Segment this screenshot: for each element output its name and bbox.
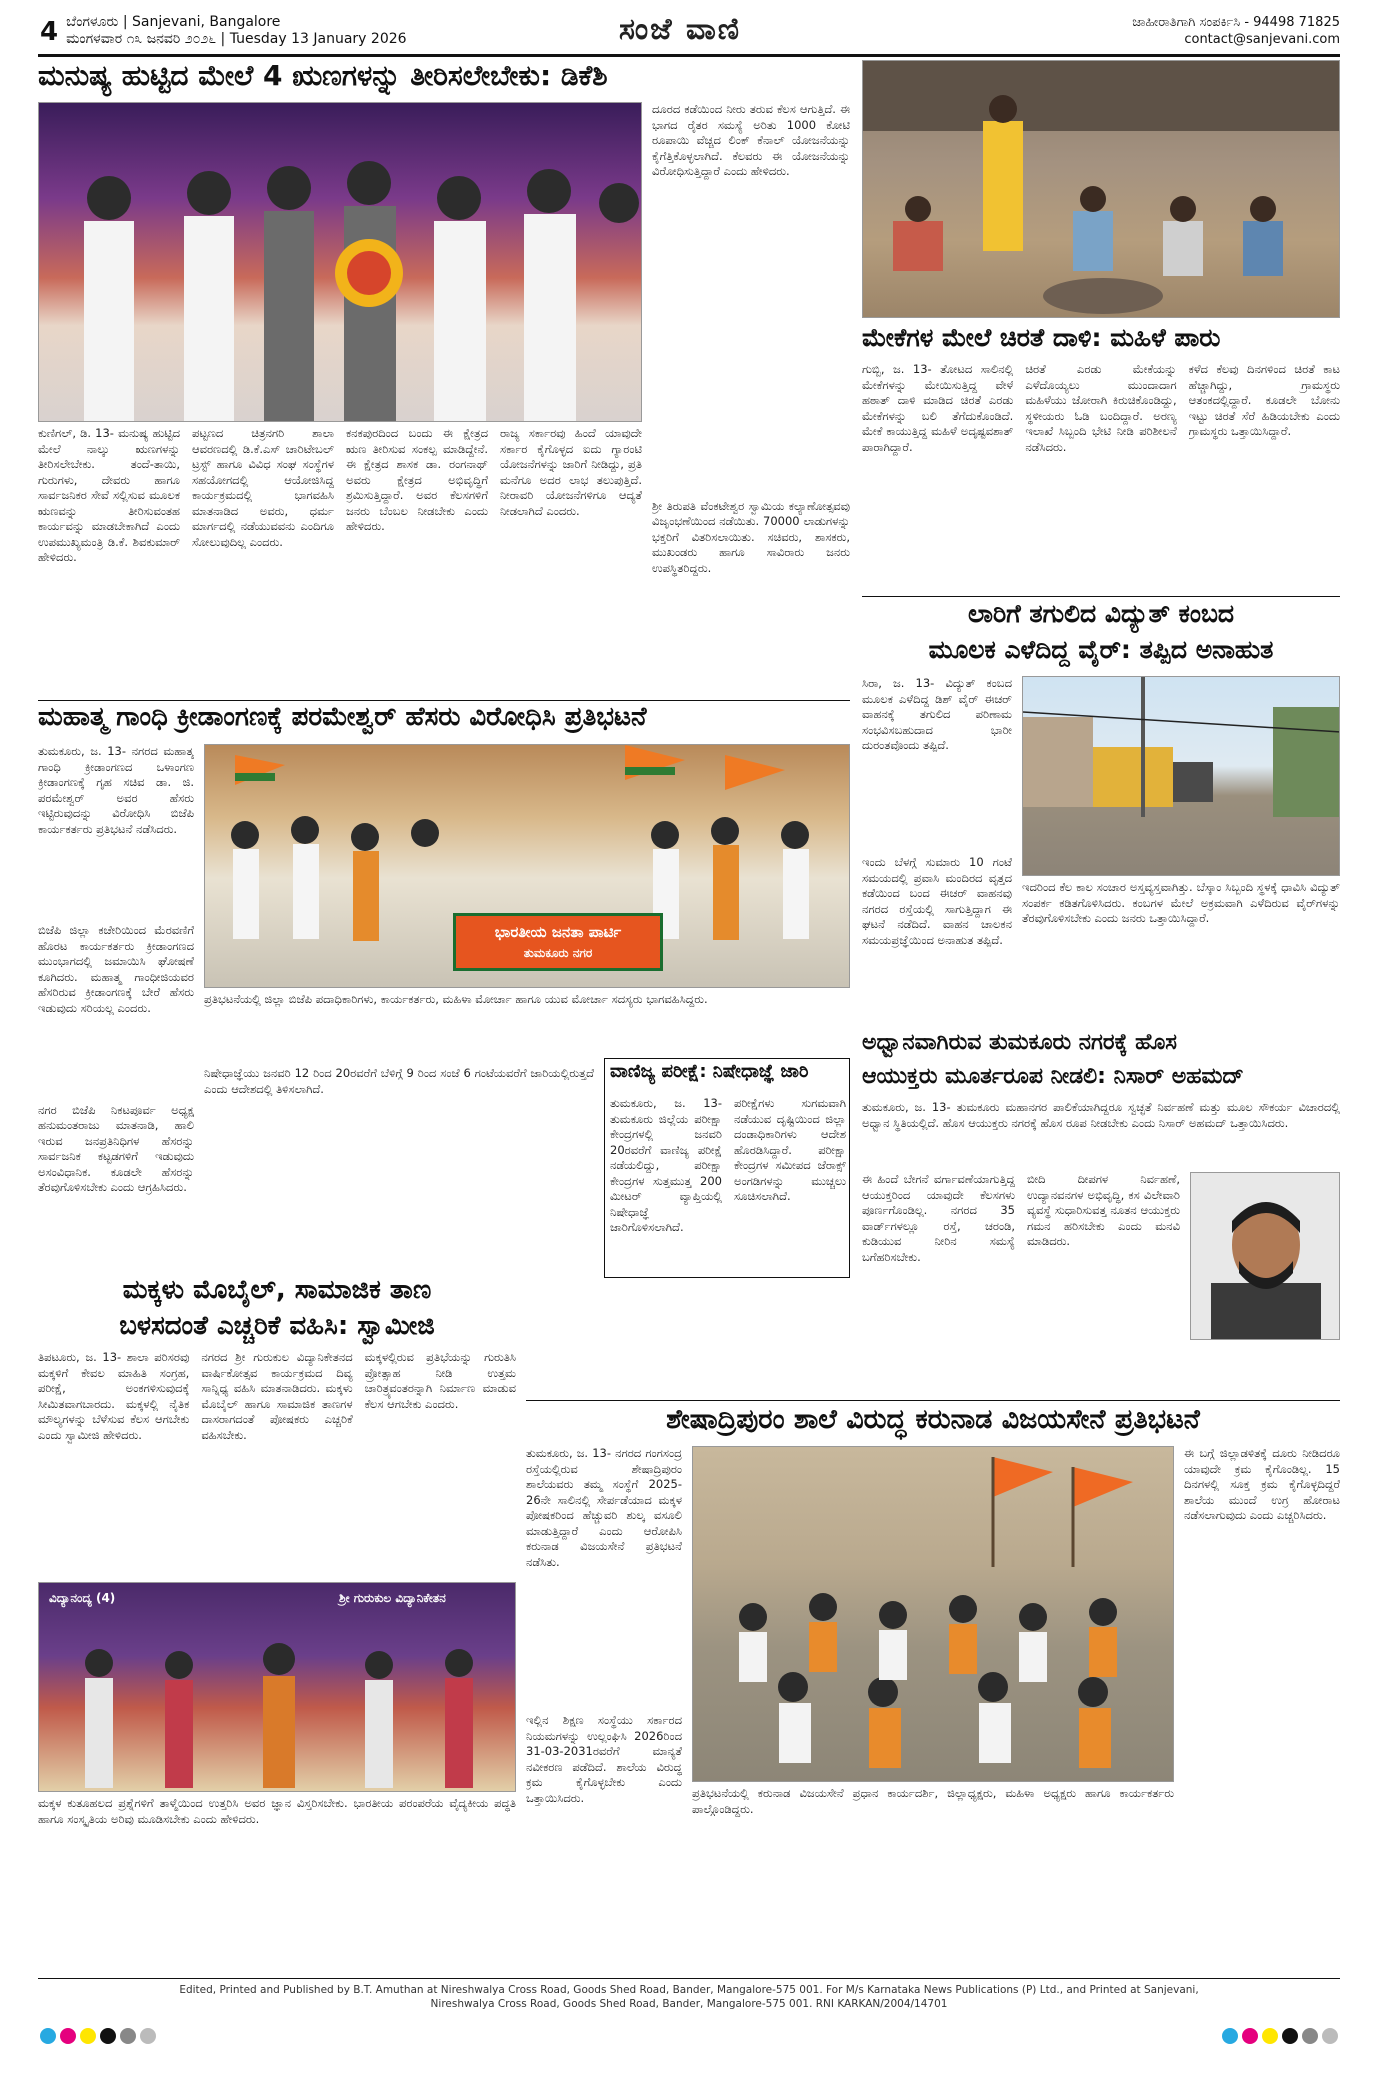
sit-in-illustration xyxy=(693,1447,1174,1782)
people-illustration xyxy=(39,103,642,422)
headline-commerce-exam: ವಾಣಿಜ್ಯ ಪರೀಕ್ಷೆ: ನಿಷೇಧಾಜ್ಞೆ ಜಾರಿ xyxy=(610,1062,809,1082)
contact-email[interactable]: contact@sanjevani.com xyxy=(1184,32,1340,47)
imprint-footer xyxy=(38,1978,1340,2018)
column: ರಾಜ್ಯ ಸರ್ಕಾರವು ಹಿಂದೆ ಯಾವುದೇ ಸರ್ಕಾರ ಕೈಗೊಳ್ಳದ ಐದು ಗ್ಯಾರಂಟಿ ಯೋಜನೆಗಳನ್ನು ಜಾರಿಗೆ ನೀಡಿದ್ದು, ಪ್ರತಿ ಮನೆಗೂ ಅದರ ಲಾಭ ತಲುಪುತ್ತಿದೆ. ನೀರಾವರಿ ಯೋಜನೆಗಳಿಗೂ ಆದ್ಯತೆ ನೀಡಲಾಗಿದೆ ಎಂದರು. xyxy=(500,426,642,518)
photo-leopard-attack xyxy=(862,60,1340,318)
article-seshadri-body-right xyxy=(1184,1446,1340,1968)
banner-title: ಭಾರತೀಯ ಜನತಾ ಪಾರ್ಟಿ xyxy=(494,923,622,941)
reg-dot-light xyxy=(140,2028,156,2044)
column: ಕುಣಿಗಲ್, ಡಿ. 13- ಮನುಷ್ಯ ಹುಟ್ಟಿದ ಮೇಲೆ ನಾಲ್ಕು ಋಣಗಳನ್ನು ತೀರಿಸಲೇಬೇಕು. ತಂದೆ-ತಾಯಿ, ಗುರುಗಳು, ದೇವರು ಹಾಗೂ ಸಾರ್ವಜನಿಕರ ಸೇವೆ ಸಲ್ಲಿಸುವ ಮೂಲಕ ಋಣವನ್ನು ತೀರಿಸುವಂತಹ ಕಾರ್ಯವನ್ನು ಮಾಡಬೇಕಾಗಿದೆ ಎಂದು ಉಪಮುಖ್ಯಮಂತ್ರಿ ಡಿ.ಕೆ. ಶಿವಕುಮಾರ್ ಹೇಳಿದರು. xyxy=(38,426,180,564)
reg-dot-grey xyxy=(1302,2028,1318,2044)
divider xyxy=(38,700,850,701)
column: ತುಮಕೂರು, ಜ. 13- ನಗರದ ಮಹಾತ್ಮ ಗಾಂಧಿ ಕ್ರೀಡಾಂಗಣದ ಒಳಾಂಗಣ ಕ್ರೀಡಾಂಗಣಕ್ಕೆ ಗೃಹ ಸಚಿವ ಡಾ. ಜಿ. ಪರಮೇಶ್ವರ್ ಅವರ ಹೆಸರು ಇಟ್ಟಿರುವುದನ್ನು ವಿರೋಧಿಸಿ ಬಿಜೆಪಿ ಕಾರ್ಯಕರ್ತರು ಪ್ರತಿಭಟನೆ ನಡೆಸಿದರು. xyxy=(38,744,194,836)
portrait-illustration xyxy=(1191,1173,1340,1340)
article-stadium-body-bottom xyxy=(204,992,850,1062)
reg-dot-yellow xyxy=(1262,2028,1278,2044)
ad-contact: ಜಾಹೀರಾತಿಗಾಗಿ ಸಂಪರ್ಕಿಸಿ - 94498 71825 xyxy=(1132,15,1340,30)
photo-school-function xyxy=(38,1582,516,1792)
headline-commissioner-line1: ಅಧ್ವಾನವಾಗಿರುವ ತುಮಕೂರು ನಗರಕ್ಕೆ ಹೊಸ xyxy=(862,1030,1177,1055)
column: ಇಲ್ಲಿನ ಶಿಕ್ಷಣ ಸಂಸ್ಥೆಯು ಸರ್ಕಾರದ ನಿಯಮಗಳನ್ನು ಉಲ್ಲಂಘಿಸಿ 2026ರಿಂದ 31-03-2031ರವರೆಗೆ ಮಾನ್ಯತೆ ನವೀಕರಣ ಪಡೆದಿದೆ. ಶಾಲೆಯ ವಿರುದ್ಧ ಕ್ರಮ ಕೈಗೊಳ್ಳಬೇಕು ಎಂದು ಒತ್ತಾಯಿಸಿದರು. xyxy=(526,1713,682,1805)
article-exam-body xyxy=(610,1096,846,1274)
stage-caption-left: ವಿದ್ಯಾನಂದ್ಯ (4) xyxy=(49,1591,116,1605)
imprint-line-1: Edited, Printed and Published by B.T. Amuthan at Nireshwalya Cross Road, Goods Shed Road, Bander, Mangalore-575 001. For M/s Karnataka News Publications (P) Ltd., and Printed at Sanjevani, xyxy=(179,1984,1199,1996)
column: ಈ ಹಿಂದೆ ಬೇಗನೆ ವರ್ಗಾವಣೆಯಾಗುತ್ತಿದ್ದ ಆಯುಕ್ತರಿಂದ ಯಾವುದೇ ಕೆಲಸಗಳು ಪೂರ್ಣಗೊಂಡಿಲ್ಲ. ನಗರದ 35 ವಾರ್ಡ್‌ಗಳಲ್ಲೂ ರಸ್ತೆ, ಚರಂಡಿ, ಕುಡಿಯುವ ನೀರಿನ ಸಮಸ್ಯೆ ಬಗೆಹರಿಸಬೇಕು. xyxy=(862,1172,1015,1264)
column: ಪಟ್ಟಣದ ಚಿತ್ರನಗರಿ ಶಾಲಾ ಆವರಣದಲ್ಲಿ ಡಿ.ಕೆ.ಎಸ್ ಚಾರಿಟೇಬಲ್ ಟ್ರಸ್ಟ್ ಹಾಗೂ ವಿವಿಧ ಸಂಘ ಸಂಸ್ಥೆಗಳ ಸಹಯೋಗದಲ್ಲಿ ಆಯೋಜಿಸಿದ್ದ ಕಾರ್ಯಕ್ರಮದಲ್ಲಿ ಭಾಗವಹಿಸಿ ಮಾತನಾಡಿದ ಅವರು, ಧರ್ಮ ಮಾರ್ಗದಲ್ಲಿ ನಡೆಯುವವನು ಎಂದಿಗೂ ಸೋಲುವುದಿಲ್ಲ ಎಂದರು. xyxy=(192,426,334,549)
divider xyxy=(526,1400,1340,1401)
article-dks-continued xyxy=(652,102,850,694)
column: ಗುಬ್ಬಿ, ಜ. 13- ತೋಟದ ಸಾಲಿನಲ್ಲಿ ಮೇಕೆಗಳನ್ನು ಮೇಯಿಸುತ್ತಿದ್ದ ವೇಳೆ ಹಠಾತ್ ದಾಳಿ ಮಾಡಿದ ಚಿರತೆ ಎರಡು ಮೇಕೆಗಳನ್ನು ಬಲಿ ತೆಗೆದುಕೊಂಡಿದೆ. ಮೇಕೆ ಕಾಯುತ್ತಿದ್ದ ಮಹಿಳೆ ಅದೃಷ್ಟವಶಾತ್ ಪಾರಾಗಿದ್ದಾರೆ. xyxy=(862,362,1014,454)
page-number: 4 xyxy=(40,17,59,47)
column: ಬೀದಿ ದೀಪಗಳ ನಿರ್ವಹಣೆ, ಉದ್ಯಾನವನಗಳ ಅಭಿವೃದ್ಧಿ, ಕಸ ವಿಲೇವಾರಿ ವ್ಯವಸ್ಥೆ ಸುಧಾರಿಸುವತ್ತ ನೂತನ ಆಯುಕ್ತರು ಗಮನ ಹರಿಸಬೇಕು ಎಂದು ಮನವಿ ಮಾಡಿದರು. xyxy=(1027,1172,1180,1248)
photo-dks-event xyxy=(38,102,642,422)
bjp-banner xyxy=(453,913,663,971)
column: ಶ್ರೀ ತಿರುಪತಿ ವೆಂಕಟೇಶ್ವರ ಸ್ವಾಮಿಯ ಕಲ್ಯಾಣೋತ್ಸವವು ವಿಜೃಂಭಣೆಯಿಂದ ನಡೆಯಿತು. 70000 ಲಾಡುಗಳನ್ನು ಭಕ್ತರಿಗೆ ವಿತರಿಸಲಾಯಿತು. ಸಚಿವರು, ಶಾಸಕರು, ಮುಖಂಡರು ಹಾಗೂ ಸಾವಿರಾರು ಜನರು ಉಪಸ್ಥಿತರಿದ್ದರು. xyxy=(652,498,850,575)
reg-dot-grey xyxy=(120,2028,136,2044)
column: ತಿಪಟೂರು, ಜ. 13- ಶಾಲಾ ಪರಿಸರವು ಮಕ್ಕಳಿಗೆ ಕೇವಲ ಮಾಹಿತಿ ಸಂಗ್ರಹ, ಪರೀಕ್ಷೆ, ಅಂಕಗಳಿಸುವುದಕ್ಕೆ ಸೀಮಿತವಾಗಬಾರದು. ಮಕ್ಕಳಲ್ಲಿ ನೈತಿಕ ಮೌಲ್ಯಗಳನ್ನು ಬೆಳೆಸುವ ಕೆಲಸ ಆಗಬೇಕು ಎಂದು ಸ್ವಾಮೀಜಿ ಹೇಳಿದರು. xyxy=(38,1350,190,1442)
article-seshadri-body-left xyxy=(526,1446,682,1968)
photo-karunada-protest xyxy=(692,1446,1174,1782)
article-swamiji-body-top xyxy=(38,1350,516,1578)
headline-dks: ಮನುಷ್ಯ ಹುಟ್ಟಿದ ಮೇಲೆ 4 ಋಣಗಳನ್ನು ತೀರಿಸಲೇಬೇಕು: ಡಿಕೆಶಿ xyxy=(38,60,608,92)
column: ಮಕ್ಕಳಲ್ಲಿರುವ ಪ್ರತಿಭೆಯನ್ನು ಗುರುತಿಸಿ ಪ್ರೋತ್ಸಾಹ ನೀಡಿ ಉತ್ತಮ ಚಾರಿತ್ರ್ಯವಂತರನ್ನಾಗಿ ನಿರ್ಮಾಣ ಮಾಡುವ ಕೆಲಸ ಆಗಬೇಕು ಎಂದರು. xyxy=(364,1350,516,1411)
article-leopard-body xyxy=(862,362,1340,592)
column: ಇಂದು ಬೆಳಗ್ಗೆ ಸುಮಾರು 10 ಗಂಟೆ ಸಮಯದಲ್ಲಿ ಪ್ರವಾಸಿ ಮಂದಿರದ ವೃತ್ತದ ಕಡೆಯಿಂದ ಬಂದ ಈಚರ್ ವಾಹನವು ನಗರದ ರಸ್ತೆಯಲ್ಲಿ ಸಾಗುತ್ತಿದ್ದಾಗ ಈ ಘಟನೆ ನಡೆದಿದೆ. ವಾಹನ ಚಾಲಕನ ಸಮಯಪ್ರಜ್ಞೆಯಿಂದ ಅನಾಹುತ ತಪ್ಪಿದೆ. xyxy=(862,855,1012,947)
headline-swamiji-line2: ಬಳಸದಂತೆ ಎಚ್ಚರಿಕೆ ವಹಿಸಿ: ಸ್ವಾಮೀಜಿ xyxy=(119,1312,435,1341)
reg-dot-black xyxy=(100,2028,116,2044)
column: ನಗರದ ಶ್ರೀ ಗುರುಕುಲ ವಿದ್ಯಾನಿಕೇತನದ ವಾರ್ಷಿಕೋತ್ಸವ ಕಾರ್ಯಕ್ರಮದ ದಿವ್ಯ ಸಾನ್ನಿಧ್ಯ ವಹಿಸಿ ಮಾತನಾಡಿದರು. ಮಕ್ಕಳು ಮೊಬೈಲ್ ಹಾಗೂ ಸಾಮಾಜಿಕ ತಾಣಗಳ ದಾಸರಾಗದಂತೆ ಪೋಷಕರು ಎಚ್ಚರಿಕೆ ವಹಿಸಬೇಕು. xyxy=(201,1350,353,1442)
reg-dot-cyan xyxy=(40,2028,56,2044)
article-swamiji-body-bottom xyxy=(38,1796,516,1968)
stage-illustration xyxy=(39,1583,516,1792)
masthead-right xyxy=(1000,14,1340,50)
column: ತುಮಕೂರು, ಜ. 13- ತುಮಕೂರು ಮಹಾನಗರ ಪಾಲಿಕೆಯಾಗಿದ್ದರೂ ಸ್ವಚ್ಛತೆ ನಿರ್ವಹಣೆ ಮತ್ತು ಮೂಲ ಸೌಕರ್ಯ ವಿಚಾರದಲ್ಲಿ ಅಧ್ವಾನ ಸ್ಥಿತಿಯಲ್ಲಿದೆ. ಹೊಸ ಆಯುಕ್ತರು ನಗರಕ್ಕೆ ಹೊಸ ರೂಪ ನೀಡಬೇಕು ಎಂದು ನಿಸಾರ್ ಅಹಮದ್ ಒತ್ತಾಯಿಸಿದರು. xyxy=(862,1100,1340,1130)
imprint-line-2: Nireshwalya Cross Road, Goods Shed Road, Bander, Mangalore-575 001. RNI KARKAN/2004/14701 xyxy=(430,1998,948,2010)
article-wire-body-right xyxy=(1022,880,1340,1022)
headline-wire-line1: ಲಾರಿಗೆ ತಗುಲಿದ ವಿದ್ಯುತ್ ಕಂಬದ xyxy=(967,600,1235,628)
reg-dot-magenta xyxy=(60,2028,76,2044)
registration-marks-right xyxy=(1222,2028,1338,2050)
column: ದೂರದ ಕಡೆಯಿಂದ ನೀರು ತರುವ ಕೆಲಸ ಆಗುತ್ತಿದೆ. ಈ ಭಾಗದ ರೈತರ ಸಮಸ್ಯೆ ಅರಿತು 1000 ಕೋಟಿ ರೂಪಾಯಿ ವೆಚ್ಚದ ಲಿಂಕ್ ಕೆನಾಲ್ ಯೋಜನೆಯನ್ನು ಕೈಗೆತ್ತಿಕೊಳ್ಳಲಾಗಿದೆ. ಕೆಲವರು ಈ ಯೋಜನೆಯನ್ನು ವಿರೋಧಿಸುತ್ತಿದ್ದಾರೆ ಎಂದು ಹೇಳಿದರು. xyxy=(652,102,850,178)
date-english: Tuesday 13 January 2026 xyxy=(229,31,407,47)
column: ಚಿರತೆ ಎರಡು ಮೇಕೆಯನ್ನು ಎಳೆದೊಯ್ಯಲು ಮುಂದಾದಾಗ ಮಹಿಳೆಯು ಜೋರಾಗಿ ಕಿರುಚಿಕೊಂಡಿದ್ದು, ಸ್ಥಳೀಯರು ಓಡಿ ಬಂದಿದ್ದಾರೆ. ಅರಣ್ಯ ಇಲಾಖೆ ಸಿಬ್ಬಂದಿ ಭೇಟಿ ನೀಡಿ ಪರಿಶೀಲನೆ ನಡೆಸಿದರು. xyxy=(1025,362,1177,454)
article-stadium-body-left xyxy=(38,744,194,1270)
column: ಈ ಬಗ್ಗೆ ಜಿಲ್ಲಾಡಳಿತಕ್ಕೆ ದೂರು ನೀಡಿದರೂ ಯಾವುದೇ ಕ್ರಮ ಕೈಗೊಂಡಿಲ್ಲ. 15 ದಿನಗಳಲ್ಲಿ ಸೂಕ್ತ ಕ್ರಮ ಕೈಗೊಳ್ಳದಿದ್ದರೆ ಶಾಲೆಯ ಮುಂದೆ ಉಗ್ರ ಹೋರಾಟ ನಡೆಸಲಾಗುವುದು ಎಂದು ಎಚ್ಚರಿಸಿದರು. xyxy=(1184,1446,1340,1522)
headline-leopard: ಮೇಕೆಗಳ ಮೇಲೆ ಚಿರತೆ ದಾಳಿ: ಮಹಿಳೆ ಪಾರು xyxy=(862,324,1221,352)
article-commissioner-body-top xyxy=(862,1100,1340,1168)
column: ನಗರ ಬಿಜೆಪಿ ನಿಕಟಪೂರ್ವ ಅಧ್ಯಕ್ಷ ಹನುಮಂತರಾಜು ಮಾತನಾಡಿ, ಹಾಲಿ ಇರುವ ಜನಪ್ರತಿನಿಧಿಗಳ ಹೆಸರನ್ನು ಸಾರ್ವಜನಿಕ ಕಟ್ಟಡಗಳಿಗೆ ಇಡುವುದು ಅಸಂವಿಧಾನಿಕ. ಕೂಡಲೇ ಹೆಸರನ್ನು ತೆರವುಗೊಳಿಸಬೇಕು ಎಂದು ಆಗ್ರಹಿಸಿದರು. xyxy=(38,1102,194,1195)
city-name: ಬೆಂಗಳೂರು xyxy=(66,14,119,30)
column: ತುಮಕೂರು, ಜ. 13- ನಗರದ ಗಂಗಸಂದ್ರ ರಸ್ತೆಯಲ್ಲಿರುವ ಶೇಷಾದ್ರಿಪುರಂ ಶಾಲೆಯವರು ತಮ್ಮ ಸಂಸ್ಥೆಗೆ 2025-26ನೇ ಸಾಲಿನಲ್ಲಿ ಸೇರ್ಪಡೆಯಾದ ಮಕ್ಕಳ ಪೋಷಕರಿಂದ ಹೆಚ್ಚುವರಿ ಶುಲ್ಕ ವಸೂಲಿ ಮಾಡುತ್ತಿದ್ದಾರೆ ಎಂದು ಆರೋಪಿಸಿ ಕರುನಾಡ ವಿಜಯಸೇನೆ ಪ್ರತಿಭಟನೆ ನಡೆಸಿತು. xyxy=(526,1446,682,1569)
reg-dot-cyan xyxy=(1222,2028,1238,2044)
photo-bjp-protest xyxy=(204,744,850,988)
column: ಸಿರಾ, ಜ. 13- ವಿದ್ಯುತ್ ಕಂಬದ ಮೂಲಕ ಎಳೆದಿದ್ದ ಡಿಶ್ ವೈರ್ ಈಚರ್ ವಾಹನಕ್ಕೆ ತಗುಲಿದ ಪರಿಣಾಮ ಸಂಭವಿಸಬಹುದಾದ ಭಾರೀ ದುರಂತವೊಂದು ತಪ್ಪಿದೆ. xyxy=(862,676,1012,752)
headline-seshadripuram: ಶೇಷಾದ್ರಿಪುರಂ ಶಾಲೆ ವಿರುದ್ಧ ಕರುನಾಡ ವಿಜಯಸೇನೆ ಪ್ರತಿಭಟನೆ xyxy=(666,1404,1200,1435)
stage-caption-right: ಶ್ರೀ ಗುರುಕುಲ ವಿದ್ಯಾನಿಕೇತನ xyxy=(339,1591,446,1605)
reg-dot-magenta xyxy=(1242,2028,1258,2044)
article-commissioner-body-mid xyxy=(862,1172,1180,1396)
article-seshadri-body-bottom xyxy=(692,1786,1174,1968)
column: ಪ್ರತಿಭಟನೆಯಲ್ಲಿ ಕರುನಾಡ ವಿಜಯಸೇನೆ ಪ್ರಧಾನ ಕಾರ್ಯದರ್ಶಿ, ಜಿಲ್ಲಾಧ್ಯಕ್ಷರು, ಮಹಿಳಾ ಅಧ್ಯಕ್ಷರು ಹಾಗೂ ಕಾರ್ಯಕರ್ತರು ಪಾಲ್ಗೊಂಡಿದ್ದರು. xyxy=(692,1786,1174,1816)
article-stadium-body-extra xyxy=(204,1066,594,1270)
column: ಇದರಿಂದ ಕೆಲ ಕಾಲ ಸಂಚಾರ ಅಸ್ತವ್ಯಸ್ತವಾಗಿತ್ತು. ಬೆಸ್ಕಾಂ ಸಿಬ್ಬಂದಿ ಸ್ಥಳಕ್ಕೆ ಧಾವಿಸಿ ವಿದ್ಯುತ್ ಸಂಪರ್ಕ ಕಡಿತಗೊಳಿಸಿದರು. ಕಂಬಗಳ ಮೇಲೆ ಅಕ್ರಮವಾಗಿ ಎಳೆದಿರುವ ವೈರ್‌ಗಳನ್ನು ತೆರವುಗೊಳಿಸಬೇಕು ಎಂದು ಜನರು ಒತ್ತಾಯಿಸಿದ್ದಾರೆ. xyxy=(1022,880,1340,925)
street-illustration xyxy=(1023,677,1340,876)
date-kannada: ಮಂಗಳವಾರ ೧೩ ಜನವರಿ ೨೦೨೬ xyxy=(66,31,217,47)
photo-lorry-wire xyxy=(1022,676,1340,876)
newspaper-logo: ಸಂಜೆ ವಾಣಿ xyxy=(618,12,742,47)
column: ಕನಕಪುರದಿಂದ ಬಂದು ಈ ಕ್ಷೇತ್ರದ ಋಣ ತೀರಿಸುವ ಸಂಕಲ್ಪ ಮಾಡಿದ್ದೇನೆ. ಈ ಕ್ಷೇತ್ರದ ಶಾಸಕ ಡಾ. ರಂಗನಾಥ್ ಅವರು ಕ್ಷೇತ್ರದ ಅಭಿವೃದ್ಧಿಗೆ ಶ್ರಮಿಸುತ್ತಿದ್ದಾರೆ. ಅವರ ಕೆಲಸಗಳಿಗೆ ಜನರು ಬೆಂಬಲ ನೀಡಬೇಕು ಎಂದು ಹೇಳಿದರು. xyxy=(346,426,488,533)
headline-swamiji-line1: ಮಕ್ಕಳು ಮೊಬೈಲ್, ಸಾಮಾಜಿಕ ತಾಣ xyxy=(122,1276,432,1305)
villagers-illustration xyxy=(863,61,1340,318)
masthead-rule xyxy=(38,54,1340,57)
column: ಕಳೆದ ಕೆಲವು ದಿನಗಳಿಂದ ಚಿರತೆ ಕಾಟ ಹೆಚ್ಚಾಗಿದ್ದು, ಗ್ರಾಮಸ್ಥರು ಆತಂಕದಲ್ಲಿದ್ದಾರೆ. ಕೂಡಲೇ ಬೋನು ಇಟ್ಟು ಚಿರತೆ ಸೆರೆ ಹಿಡಿಯಬೇಕು ಎಂದು ಗ್ರಾಮಸ್ಥರು ಒತ್ತಾಯಿಸಿದ್ದಾರೆ. xyxy=(1188,362,1340,438)
article-dks-body xyxy=(38,426,642,694)
column: ಮಕ್ಕಳ ಕುತೂಹಲದ ಪ್ರಶ್ನೆಗಳಿಗೆ ತಾಳ್ಮೆಯಿಂದ ಉತ್ತರಿಸಿ ಅವರ ಜ್ಞಾನ ವಿಸ್ತರಿಸಬೇಕು. ಭಾರತೀಯ ಪರಂಪರೆಯ ವೈದ್ಯಕೀಯ ಪದ್ಧತಿ ಹಾಗೂ ಸಂಸ್ಕೃತಿಯ ಅರಿವು ಮೂಡಿಸಬೇಕು ಎಂದು ಹೇಳಿದರು. xyxy=(38,1796,516,1826)
banner-subtitle: ತುಮಕೂರು ನಗರ xyxy=(523,946,593,960)
portrait-nisar-ahmed xyxy=(1190,1172,1340,1340)
column: ಪರೀಕ್ಷೆಗಳು ಸುಗಮವಾಗಿ ನಡೆಯುವ ದೃಷ್ಟಿಯಿಂದ ಜಿಲ್ಲಾ ದಂಡಾಧಿಕಾರಿಗಳು ಆದೇಶ ಹೊರಡಿಸಿದ್ದಾರೆ. ಪರೀಕ್ಷಾ ಕೇಂದ್ರಗಳ ಸಮೀಪದ ಜೆರಾಕ್ಸ್ ಅಂಗಡಿಗಳನ್ನು ಮುಚ್ಚಲು ಸೂಚಿಸಲಾಗಿದೆ. xyxy=(734,1096,846,1203)
masthead-left: 4 ಬೆಂಗಳೂರು | Sanjevani, Bangalore ಮಂಗಳವಾರ ೧೩ ಜನವರಿ ೨೦೨೬ | Tuesday 13 January 2026 xyxy=(40,14,460,50)
reg-dot-yellow xyxy=(80,2028,96,2044)
column: ಪ್ರತಿಭಟನೆಯಲ್ಲಿ ಜಿಲ್ಲಾ ಬಿಜೆಪಿ ಪದಾಧಿಕಾರಿಗಳು, ಕಾರ್ಯಕರ್ತರು, ಮಹಿಳಾ ಮೋರ್ಚಾ ಹಾಗೂ ಯುವ ಮೋರ್ಚಾ ಸದಸ್ಯರು ಭಾಗವಹಿಸಿದ್ದರು. xyxy=(204,992,708,1006)
column: ನಿಷೇಧಾಜ್ಞೆಯು ಜನವರಿ 12 ರಿಂದ 20ರವರೆಗೆ ಬೆಳಿಗ್ಗೆ 9 ರಿಂದ ಸಂಜೆ 6 ಗಂಟೆಯವರೆಗೆ ಜಾರಿಯಲ್ಲಿರುತ್ತದೆ ಎಂದು ಆದೇಶದಲ್ಲಿ ತಿಳಿಸಲಾಗಿದೆ. xyxy=(204,1066,594,1096)
article-wire-body-left xyxy=(862,676,1012,1022)
column: ಬಿಜೆಪಿ ಜಿಲ್ಲಾ ಕಚೇರಿಯಿಂದ ಮೆರವಣಿಗೆ ಹೊರಟ ಕಾರ್ಯಕರ್ತರು ಕ್ರೀಡಾಂಗಣದ ಮುಂಭಾಗದಲ್ಲಿ ಜಮಾಯಿಸಿ ಘೋಷಣೆ ಕೂಗಿದರು. ಮಹಾತ್ಮ ಗಾಂಧೀಜಿಯವರ ಹೆಸರಿರುವ ಕ್ರೀಡಾಂಗಣಕ್ಕೆ ಬೇರೆ ಹೆಸರು ಇಡುವುದು ಸರಿಯಲ್ಲ ಎಂದರು. xyxy=(38,923,194,1015)
registration-marks-left xyxy=(40,2028,156,2050)
headline-wire-line2: ಮೂಲಕ ಎಳೆದಿದ್ದ ವೈರ್: ತಪ್ಪಿದ ಅನಾಹುತ xyxy=(928,636,1274,664)
reg-dot-black xyxy=(1282,2028,1298,2044)
headline-commissioner-line2: ಆಯುಕ್ತರು ಮೂರ್ತರೂಪ ನೀಡಲಿ: ನಿಸಾರ್ ಅಹಮದ್ xyxy=(862,1064,1244,1089)
reg-dot-light xyxy=(1322,2028,1338,2044)
edition-name: Sanjevani, Bangalore xyxy=(132,14,281,30)
column: ತುಮಕೂರು, ಜ. 13- ತುಮಕೂರು ಜಿಲ್ಲೆಯ ಪರೀಕ್ಷಾ ಕೇಂದ್ರಗಳಲ್ಲಿ ಜನವರಿ 20ರವರೆಗೆ ವಾಣಿಜ್ಯ ಪರೀಕ್ಷೆ ನಡೆಯಲಿದ್ದು, ಪರೀಕ್ಷಾ ಕೇಂದ್ರಗಳ ಸುತ್ತಮುತ್ತ 200 ಮೀಟರ್ ವ್ಯಾಪ್ತಿಯಲ್ಲಿ ನಿಷೇಧಾಜ್ಞೆ ಜಾರಿಗೊಳಿಸಲಾಗಿದೆ. xyxy=(610,1096,722,1234)
divider xyxy=(862,596,1340,597)
headline-stadium: ಮಹಾತ್ಮ ಗಾಂಧಿ ಕ್ರೀಡಾಂಗಣಕ್ಕೆ ಪರಮೇಶ್ವರ್ ಹೆಸರು ವಿರೋಧಿಸಿ ಪ್ರತಿಭಟನೆ xyxy=(38,703,647,732)
